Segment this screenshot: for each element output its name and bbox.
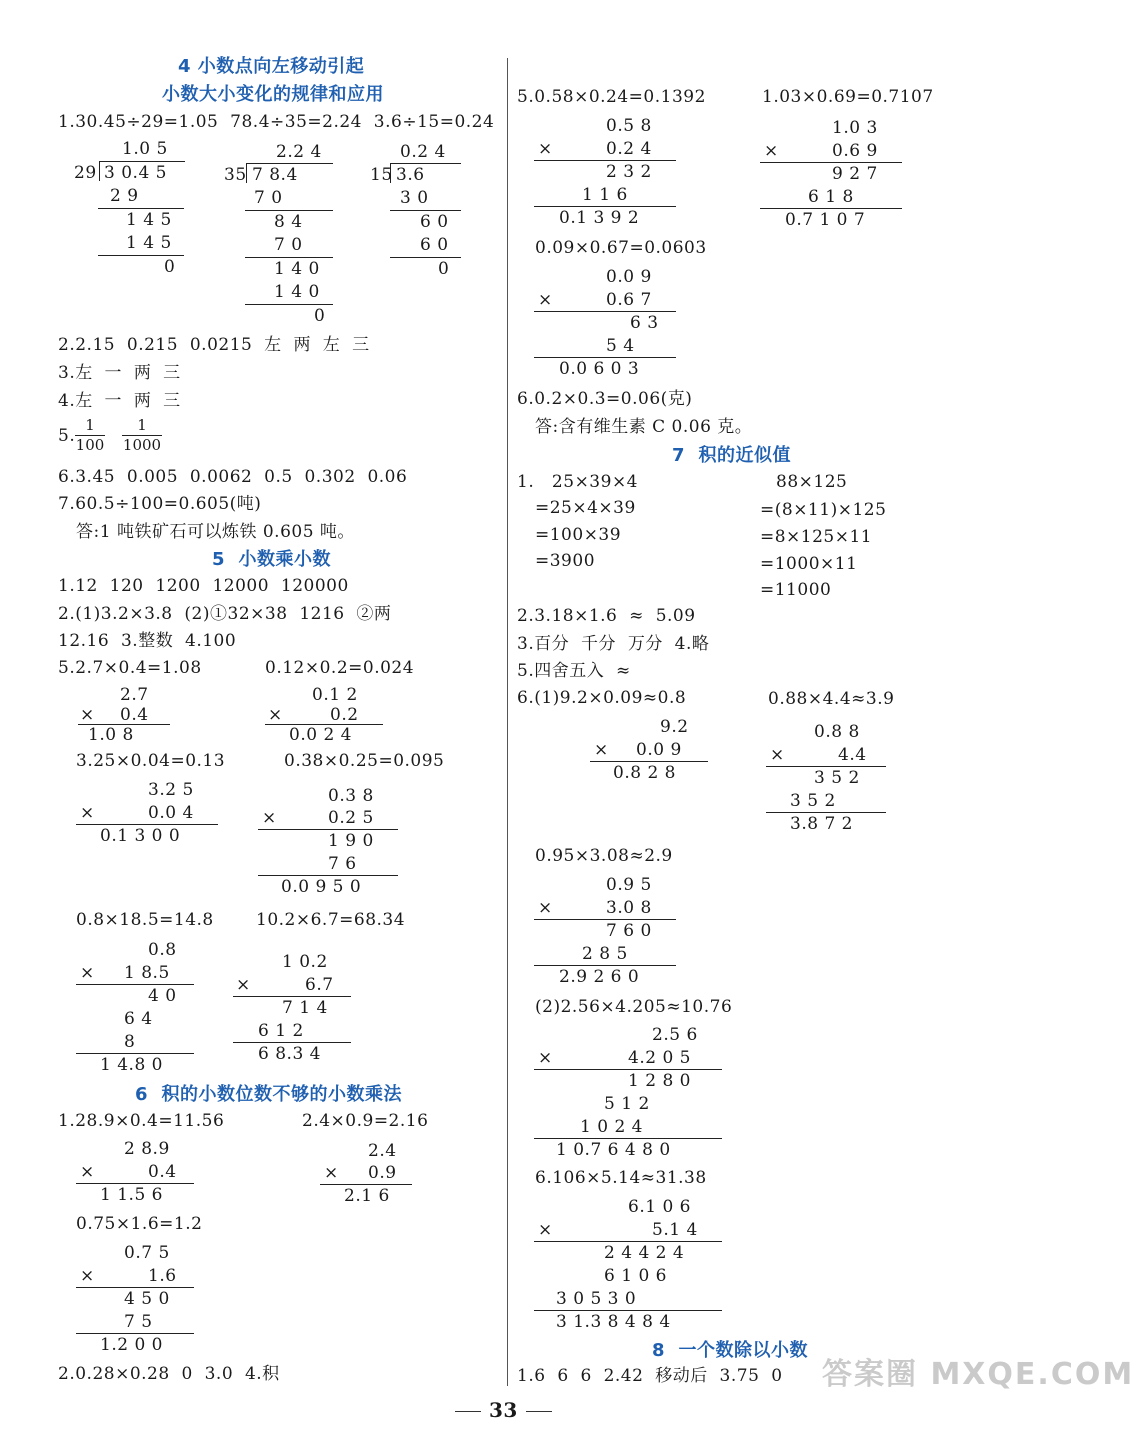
step: 7 0 — [254, 188, 283, 208]
partial-product: 4 0 — [148, 986, 177, 1006]
remainder: 0 — [314, 306, 326, 326]
s7-q1-step: =8×125×11 — [760, 527, 873, 547]
r-q5a: 5.0.58×0.24=0.1392 — [517, 87, 706, 107]
s6-q1c: 0.75×1.6=1.2 — [76, 1214, 203, 1234]
step: 6 0 — [420, 235, 449, 255]
column-divider — [507, 58, 508, 1386]
dividend: 7 8.4 — [252, 165, 298, 185]
product: 0.0 2 4 — [289, 725, 352, 745]
s4-q1: 1.30.45÷29=1.05 78.4÷35=2.24 3.6÷15=0.24 — [58, 112, 495, 132]
section-4-title-line2: 小数大小变化的规律和应用 — [162, 84, 384, 105]
factor: 0.7 5 — [124, 1243, 170, 1263]
product: 1.2 0 0 — [100, 1335, 163, 1355]
factor: 0.9 — [368, 1163, 397, 1183]
partial-product: 1 1 6 — [582, 185, 628, 205]
step: 3 0 — [400, 188, 429, 208]
divisor: 29 — [74, 163, 97, 183]
s7-q5: 5.四舍五入 ≈ — [517, 661, 631, 681]
product: 0.1 3 0 0 — [100, 826, 181, 846]
times-sign: × — [262, 808, 277, 828]
partial-product: 7 6 0 — [606, 921, 652, 941]
s7-q6d: (2)2.56×4.205≈10.76 — [535, 997, 733, 1017]
step: 2 9 — [110, 186, 139, 206]
partial-product: 5 4 — [606, 336, 635, 356]
page-number-dash-left — [455, 1411, 481, 1412]
factor: 0.5 8 — [606, 116, 652, 136]
partial-product: 3 0 5 3 0 — [556, 1289, 637, 1309]
factor: 0.6 9 — [832, 141, 878, 161]
partial-product: 1 2 8 0 — [628, 1071, 691, 1091]
product: 0.8 2 8 — [613, 763, 676, 783]
partial-product: 9 2 7 — [832, 164, 878, 184]
product: 1 0.7 6 4 8 0 — [556, 1140, 671, 1160]
factor: 4.2 0 5 — [628, 1048, 691, 1068]
s4-q4: 4.左 一 两 三 — [58, 391, 181, 411]
s5-q5b: 0.12×0.2=0.024 — [265, 658, 415, 678]
factor: 1.0 3 — [832, 118, 878, 138]
partial-product: 6 1 0 6 — [604, 1266, 667, 1286]
factor: 0.1 2 — [312, 685, 358, 705]
times-sign: × — [324, 1163, 339, 1183]
factor: 0.2 5 — [328, 808, 374, 828]
step: 1 4 5 — [126, 233, 172, 253]
times-sign: × — [538, 290, 553, 310]
s7-q1-step: =(8×11)×125 — [760, 500, 887, 520]
times-sign: × — [80, 1162, 95, 1182]
product: 3 1.3 8 4 8 4 — [556, 1312, 671, 1332]
times-sign: × — [268, 705, 283, 725]
times-sign: × — [770, 745, 785, 765]
product: 0.0 6 0 3 — [559, 359, 640, 379]
factor: 0.2 — [330, 705, 359, 725]
factor: 1.6 — [148, 1266, 177, 1286]
product: 1.0 8 — [88, 725, 134, 745]
product: 3.8 7 2 — [790, 814, 853, 834]
divisor: 15 — [370, 165, 393, 185]
factor: 2.7 — [120, 685, 149, 705]
partial-product: 3 5 2 — [814, 768, 860, 788]
step: 1 4 5 — [126, 210, 172, 230]
s7-q1-step: 88×125 — [776, 472, 848, 492]
partial-product: 7 5 — [124, 1312, 153, 1332]
factor: 0.0 9 — [606, 267, 652, 287]
product: 2.1 6 — [344, 1186, 390, 1206]
section-7-title: 7 积的近似值 — [672, 445, 792, 466]
product: 6 8.3 4 — [258, 1044, 321, 1064]
section-8-title: 8 一个数除以小数 — [652, 1340, 809, 1361]
s7-q1-step: =1000×11 — [760, 554, 858, 574]
s8-q1: 1.6 6 6 2.42 移动后 3.75 0 — [517, 1366, 783, 1386]
product: 1 1.5 6 — [100, 1185, 163, 1205]
remainder: 0 — [164, 257, 176, 277]
factor: 6.1 0 6 — [628, 1197, 691, 1217]
s7-q1-step: =25×4×39 — [535, 498, 636, 518]
partial-product: 2 4 4 2 4 — [604, 1243, 685, 1263]
factor: 0.9 5 — [606, 875, 652, 895]
partial-product: 2 3 2 — [606, 162, 652, 182]
watermark: 答案圈 MXQE.COM — [822, 1357, 1134, 1392]
product: 1 4.8 0 — [100, 1055, 163, 1075]
factor: 5.1 4 — [652, 1220, 698, 1240]
s5-q5d: 0.38×0.25=0.095 — [284, 751, 445, 771]
times-sign: × — [80, 705, 95, 725]
s4-q7: 7.60.5÷100=0.605(吨) — [58, 494, 262, 514]
factor: 2.4 — [368, 1141, 397, 1161]
s7-q6b: 0.88×4.4≈3.9 — [768, 689, 895, 709]
factor: 0.0 9 — [636, 740, 682, 760]
s5-q5f: 10.2×6.7=68.34 — [256, 910, 406, 930]
section-5-title: 5 小数乘小数 — [212, 549, 332, 570]
s5-q5a: 5.2.7×0.4=1.08 — [58, 658, 202, 678]
s4-q2: 2.2.15 0.215 0.0215 左 两 左 三 — [58, 335, 370, 355]
partial-product: 7 6 — [328, 854, 357, 874]
s7-q3: 3.百分 千分 万分 4.略 — [517, 634, 710, 654]
s4-q7-answer: 答:1 吨铁矿石可以炼铁 0.605 吨。 — [76, 522, 355, 542]
fraction-1-1000: 1 1000 — [122, 416, 162, 454]
partial-product: 1 9 0 — [328, 831, 374, 851]
times-sign: × — [538, 139, 553, 159]
factor: 1 8.5 — [124, 963, 170, 983]
factor: 0.8 8 — [814, 722, 860, 742]
s5-q5c: 3.25×0.04=0.13 — [76, 751, 226, 771]
times-sign: × — [594, 740, 609, 760]
r-q6-answer: 答:含有维生素 C 0.06 克。 — [535, 417, 753, 437]
r-q6: 6.0.2×0.3=0.06(克) — [517, 389, 693, 409]
partial-product: 2 8 5 — [582, 944, 628, 964]
step: 7 0 — [274, 235, 303, 255]
page-number-dash-right — [526, 1411, 552, 1412]
step: 1 4 0 — [274, 259, 320, 279]
partial-product: 5 1 2 — [604, 1094, 650, 1114]
dividend: 3.6 — [396, 165, 425, 185]
s7-q6a: 6.(1)9.2×0.09≈0.8 — [517, 688, 687, 708]
s7-q6e: 6.106×5.14≈31.38 — [535, 1168, 707, 1188]
times-sign: × — [764, 141, 779, 161]
quotient: 2.2 4 — [276, 142, 322, 162]
fraction-1-100: 1 100 — [75, 416, 105, 454]
partial-product: 1 0 2 4 — [580, 1117, 643, 1137]
times-sign: × — [538, 898, 553, 918]
page-number: 33 — [489, 1398, 518, 1422]
partial-product: 6 1 8 — [808, 187, 854, 207]
factor: 0.3 8 — [328, 786, 374, 806]
factor: 0.4 — [148, 1162, 177, 1182]
dividend: 3 0.4 5 — [104, 163, 167, 183]
partial-product: 7 1 4 — [282, 998, 328, 1018]
partial-product: 6 3 — [630, 313, 659, 333]
factor: 0.0 4 — [148, 803, 194, 823]
partial-product: 4 5 0 — [124, 1289, 170, 1309]
partial-product: 8 — [124, 1032, 136, 1052]
s7-q1-step: =3900 — [535, 551, 596, 571]
remainder: 0 — [438, 259, 450, 279]
step: 8 4 — [274, 212, 303, 232]
quotient: 0.2 4 — [400, 142, 446, 162]
product: 2.9 2 6 0 — [559, 967, 640, 987]
s6-q1a: 1.28.9×0.4=11.56 — [58, 1111, 225, 1131]
times-sign: × — [538, 1220, 553, 1240]
section-6-title: 6 积的小数位数不够的小数乘法 — [135, 1084, 403, 1105]
quotient: 1.0 5 — [122, 139, 168, 159]
factor: 0.8 — [148, 940, 177, 960]
s5-q1: 1.12 120 1200 12000 120000 — [58, 576, 349, 596]
factor: 4.4 — [838, 745, 867, 765]
factor: 1 0.2 — [282, 952, 328, 972]
s5-q2b: 12.16 3.整数 4.100 — [58, 631, 237, 651]
partial-product: 3 5 2 — [790, 791, 836, 811]
s7-q1-step: =11000 — [760, 580, 832, 600]
s7-q6c: 0.95×3.08≈2.9 — [535, 846, 673, 866]
factor: 0.4 — [120, 705, 149, 725]
factor: 3.2 5 — [148, 780, 194, 800]
factor: 6.7 — [305, 975, 334, 995]
factor: 2 8.9 — [124, 1139, 170, 1159]
factor: 9.2 — [660, 717, 689, 737]
s4-q6: 6.3.45 0.005 0.0062 0.5 0.302 0.06 — [58, 467, 408, 487]
factor: 2.5 6 — [652, 1025, 698, 1045]
s4-q3: 3.左 一 两 三 — [58, 363, 181, 383]
product: 0.7 1 0 7 — [785, 210, 866, 230]
section-4-title-line1: 4 小数点向左移动引起 — [178, 56, 365, 77]
times-sign: × — [538, 1048, 553, 1068]
s5-q5e: 0.8×18.5=14.8 — [76, 910, 214, 930]
times-sign: × — [80, 1266, 95, 1286]
s7-q1-step: 1. 25×39×4 — [517, 472, 638, 492]
step: 6 0 — [420, 212, 449, 232]
s6-q2: 2.0.28×0.28 0 3.0 4.积 — [58, 1364, 280, 1384]
times-sign: × — [236, 975, 251, 995]
product: 0.0 9 5 0 — [281, 877, 362, 897]
r-q5b: 1.03×0.69=0.7107 — [762, 87, 934, 107]
s4-q5-prefix: 5. — [58, 426, 76, 446]
step: 1 4 0 — [274, 282, 320, 302]
partial-product: 6 4 — [124, 1009, 153, 1029]
s6-q1b: 2.4×0.9=2.16 — [302, 1111, 429, 1131]
times-sign: × — [80, 803, 95, 823]
product: 0.1 3 9 2 — [559, 208, 640, 228]
factor: 0.2 4 — [606, 139, 652, 159]
divisor: 35 — [224, 165, 247, 185]
times-sign: × — [80, 963, 95, 983]
partial-product: 6 1 2 — [258, 1021, 304, 1041]
s7-q1-step: =100×39 — [535, 525, 622, 545]
s5-q2: 2.(1)3.2×3.8 (2)①32×38 1216 ②两 — [58, 604, 392, 624]
r-q5c: 0.09×0.67=0.0603 — [535, 238, 707, 258]
s7-q2: 2.3.18×1.6 ≈ 5.09 — [517, 606, 696, 626]
factor: 3.0 8 — [606, 898, 652, 918]
factor: 0.6 7 — [606, 290, 652, 310]
